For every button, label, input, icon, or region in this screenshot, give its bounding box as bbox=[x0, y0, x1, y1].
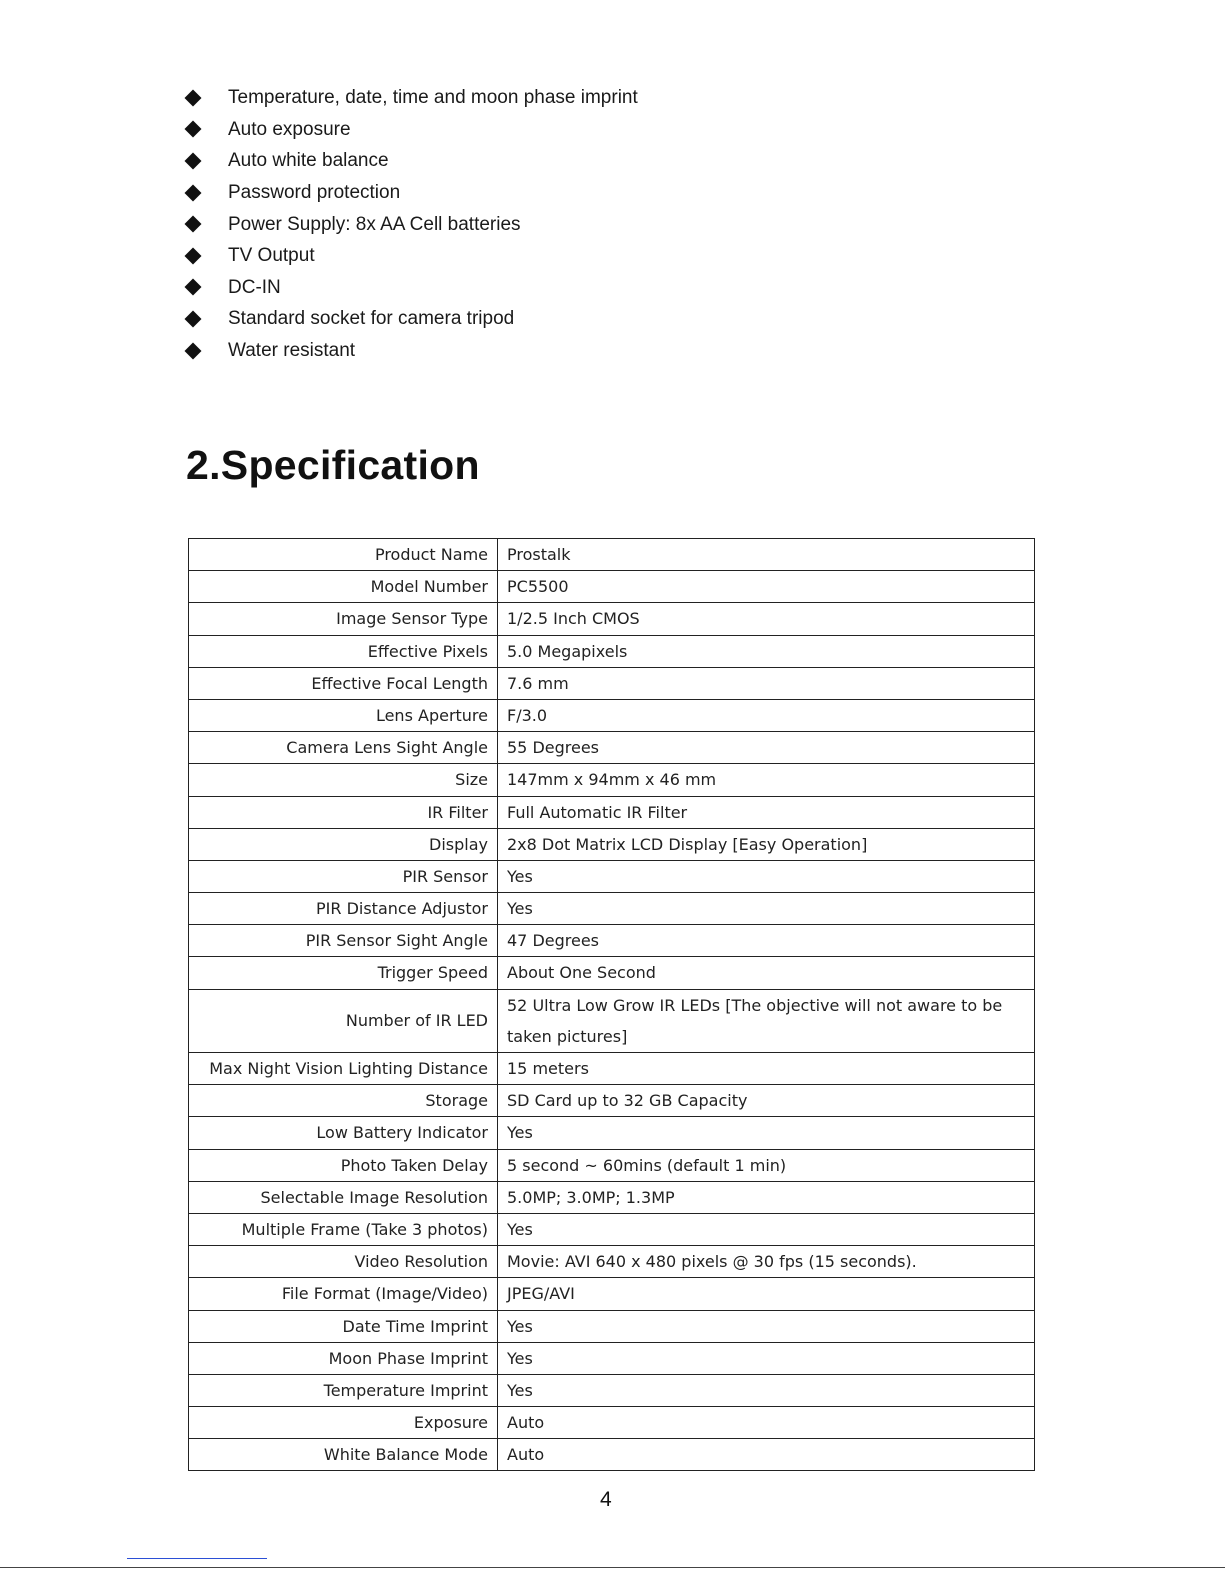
spec-label: Date Time Imprint bbox=[189, 1310, 498, 1342]
table-row bbox=[189, 1213, 1035, 1245]
table-row bbox=[189, 1181, 1035, 1213]
table-row bbox=[189, 571, 1035, 603]
spec-label: PIR Distance Adjustor bbox=[189, 893, 498, 925]
spec-value: 2x8 Dot Matrix LCD Display [Easy Operation] bbox=[498, 828, 1035, 860]
spec-label: Display bbox=[189, 828, 498, 860]
spec-value: SD Card up to 32 GB Capacity bbox=[498, 1085, 1035, 1117]
spec-label: Storage bbox=[189, 1085, 498, 1117]
table-row bbox=[189, 699, 1035, 731]
spec-value: Yes bbox=[498, 1374, 1035, 1406]
spec-value: 5.0MP; 3.0MP; 1.3MP bbox=[498, 1181, 1035, 1213]
spec-label: Effective Pixels bbox=[189, 635, 498, 667]
list-item bbox=[184, 114, 638, 146]
table-row bbox=[189, 1246, 1035, 1278]
spec-value: Movie: AVI 640 x 480 pixels @ 30 fps (15 seconds). bbox=[498, 1246, 1035, 1278]
footer-link-underline bbox=[127, 1558, 267, 1559]
spec-label: Temperature Imprint bbox=[189, 1374, 498, 1406]
spec-value: Yes bbox=[498, 1213, 1035, 1245]
spec-label: PIR Sensor Sight Angle bbox=[189, 925, 498, 957]
spec-value: Yes bbox=[498, 1117, 1035, 1149]
spec-label: Effective Focal Length bbox=[189, 667, 498, 699]
spec-value: 15 meters bbox=[498, 1053, 1035, 1085]
table-row bbox=[189, 796, 1035, 828]
diamond-bullet-icon bbox=[185, 216, 202, 233]
spec-label: White Balance Mode bbox=[189, 1439, 498, 1471]
table-row bbox=[189, 1117, 1035, 1149]
spec-label: Multiple Frame (Take 3 photos) bbox=[189, 1213, 498, 1245]
table-row bbox=[189, 925, 1035, 957]
table-row bbox=[189, 1149, 1035, 1181]
diamond-bullet-icon bbox=[185, 89, 202, 106]
feature-text: Password protection bbox=[228, 182, 401, 204]
table-row bbox=[189, 1407, 1035, 1439]
table-row bbox=[189, 667, 1035, 699]
spec-value: 147mm x 94mm x 46 mm bbox=[498, 764, 1035, 796]
spec-label: File Format (Image/Video) bbox=[189, 1278, 498, 1310]
diamond-bullet-icon bbox=[185, 184, 202, 201]
spec-label: Moon Phase Imprint bbox=[189, 1342, 498, 1374]
spec-label: Exposure bbox=[189, 1407, 498, 1439]
table-row bbox=[189, 635, 1035, 667]
spec-label: Lens Aperture bbox=[189, 699, 498, 731]
table-row bbox=[189, 1085, 1035, 1117]
spec-value: Yes bbox=[498, 893, 1035, 925]
spec-label: Model Number bbox=[189, 571, 498, 603]
spec-label: Max Night Vision Lighting Distance bbox=[189, 1053, 498, 1085]
feature-text: Water resistant bbox=[228, 340, 356, 362]
table-row bbox=[189, 1053, 1035, 1085]
diamond-bullet-icon bbox=[185, 247, 202, 264]
table-row bbox=[189, 603, 1035, 635]
spec-label: Photo Taken Delay bbox=[189, 1149, 498, 1181]
spec-value: Yes bbox=[498, 860, 1035, 892]
table-row bbox=[189, 1439, 1035, 1471]
diamond-bullet-icon bbox=[185, 342, 202, 359]
spec-value: Auto bbox=[498, 1407, 1035, 1439]
spec-value: 5 second ~ 60mins (default 1 min) bbox=[498, 1149, 1035, 1181]
table-row bbox=[189, 1342, 1035, 1374]
table-row bbox=[189, 1278, 1035, 1310]
list-item bbox=[184, 272, 638, 304]
spec-label: Size bbox=[189, 764, 498, 796]
footer-divider bbox=[0, 1567, 1225, 1568]
table-row bbox=[189, 764, 1035, 796]
diamond-bullet-icon bbox=[185, 121, 202, 138]
table-row bbox=[189, 539, 1035, 571]
spec-value: JPEG/AVI bbox=[498, 1278, 1035, 1310]
table-row bbox=[189, 1374, 1035, 1406]
spec-label: Product Name bbox=[189, 539, 498, 571]
spec-label: Trigger Speed bbox=[189, 957, 498, 989]
spec-value: 52 Ultra Low Grow IR LEDs [The objective will not aware to be taken pictures] bbox=[498, 989, 1035, 1052]
spec-label: Video Resolution bbox=[189, 1246, 498, 1278]
feature-text: Auto white balance bbox=[228, 150, 389, 172]
spec-value: F/3.0 bbox=[498, 699, 1035, 731]
list-item bbox=[184, 145, 638, 177]
table-row bbox=[189, 957, 1035, 989]
feature-list bbox=[184, 82, 638, 366]
feature-text: TV Output bbox=[228, 245, 315, 267]
spec-label: Number of IR LED bbox=[189, 989, 498, 1052]
spec-value: 47 Degrees bbox=[498, 925, 1035, 957]
spec-value: Full Automatic IR Filter bbox=[498, 796, 1035, 828]
spec-value: Yes bbox=[498, 1342, 1035, 1374]
spec-label: Selectable Image Resolution bbox=[189, 1181, 498, 1213]
spec-table bbox=[188, 538, 1035, 1471]
spec-label: Image Sensor Type bbox=[189, 603, 498, 635]
table-row bbox=[189, 989, 1035, 1052]
spec-label: PIR Sensor bbox=[189, 860, 498, 892]
feature-text: Power Supply: 8x AA Cell batteries bbox=[228, 213, 521, 235]
spec-value: 1/2.5 Inch CMOS bbox=[498, 603, 1035, 635]
list-item bbox=[184, 240, 638, 272]
diamond-bullet-icon bbox=[185, 279, 202, 296]
spec-value: About One Second bbox=[498, 957, 1035, 989]
page-number: 4 bbox=[600, 1488, 612, 1511]
list-item bbox=[184, 82, 638, 114]
spec-label: IR Filter bbox=[189, 796, 498, 828]
list-item bbox=[184, 177, 638, 209]
spec-value: Prostalk bbox=[498, 539, 1035, 571]
spec-value: PC5500 bbox=[498, 571, 1035, 603]
section-title: 2.Specification bbox=[186, 442, 480, 488]
list-item bbox=[184, 208, 638, 240]
spec-value: 55 Degrees bbox=[498, 732, 1035, 764]
spec-value: Yes bbox=[498, 1310, 1035, 1342]
spec-value: 5.0 Megapixels bbox=[498, 635, 1035, 667]
list-item bbox=[184, 303, 638, 335]
diamond-bullet-icon bbox=[185, 152, 202, 169]
feature-text: DC-IN bbox=[228, 276, 281, 298]
spec-value: 7.6 mm bbox=[498, 667, 1035, 699]
table-row bbox=[189, 1310, 1035, 1342]
table-row bbox=[189, 732, 1035, 764]
table-row bbox=[189, 860, 1035, 892]
feature-text: Standard socket for camera tripod bbox=[228, 308, 515, 330]
spec-label: Low Battery Indicator bbox=[189, 1117, 498, 1149]
diamond-bullet-icon bbox=[185, 310, 202, 327]
spec-label: Camera Lens Sight Angle bbox=[189, 732, 498, 764]
table-row bbox=[189, 828, 1035, 860]
spec-value: Auto bbox=[498, 1439, 1035, 1471]
table-row bbox=[189, 893, 1035, 925]
feature-text: Auto exposure bbox=[228, 118, 351, 140]
list-item bbox=[184, 335, 638, 367]
feature-text: Temperature, date, time and moon phase imprint bbox=[228, 87, 638, 109]
